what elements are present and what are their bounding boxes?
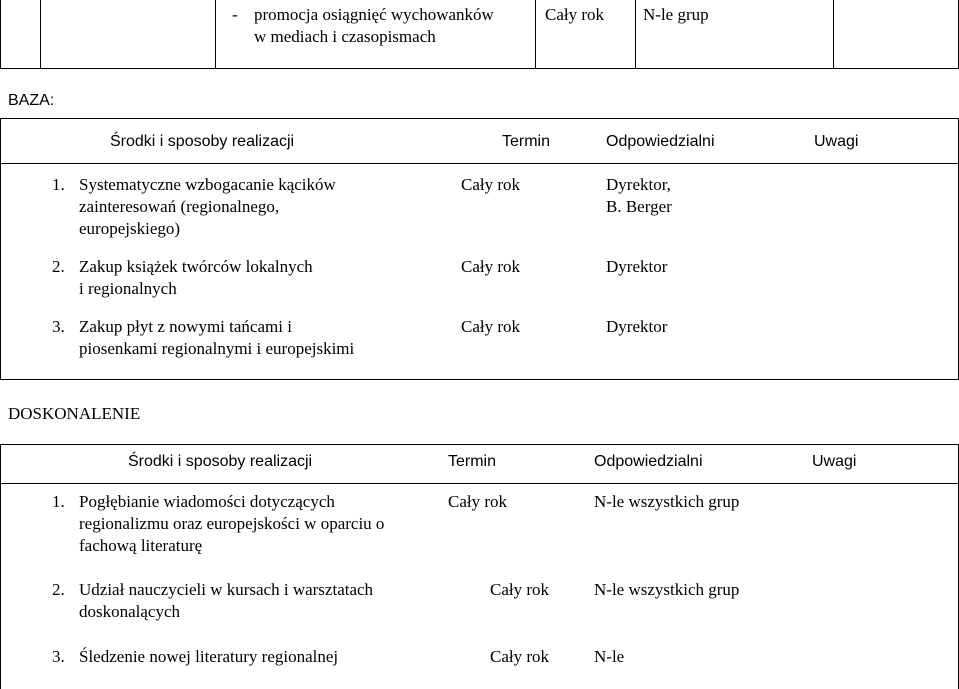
baza-header-odpowiedzialni: Odpowiedzialni <box>606 133 715 150</box>
row-number: 2. <box>52 257 65 276</box>
row-text-line: europejskiego) <box>79 219 181 238</box>
row-odpowiedzialni: N-le wszystkich grup <box>594 492 740 511</box>
row-termin: Cały rok <box>490 647 550 666</box>
top-row-termin: Cały rok <box>545 5 605 24</box>
top-row-odp: N-le grup <box>643 5 709 24</box>
row-odpowiedzialni: Dyrektor <box>606 257 668 276</box>
doskonalenie-header-srodki: Środki i sposoby realizacji <box>128 453 313 470</box>
row-text-line: regionalizmu oraz europejskości w oparciu o <box>79 514 385 533</box>
row-text-line: Śledzenie nowej literatury regionalnej <box>79 647 339 666</box>
row-text-line: Systematyczne wzbogacanie kącików <box>79 175 336 194</box>
row-text-line: doskonalących <box>79 602 181 621</box>
row-odpowiedzialni: Dyrektor, <box>606 175 671 194</box>
top-row-text-line2: w mediach i czasopismach <box>254 27 436 46</box>
row-text-line: piosenkami regionalnymi i europejskimi <box>79 339 355 358</box>
row-termin: Cały rok <box>461 317 521 336</box>
top-row-dash: - <box>232 5 238 24</box>
baza-header-termin: Termin <box>502 133 551 150</box>
row-text-line: Zakup książek twórców lokalnych <box>79 257 313 276</box>
row-odpowiedzialni: N-le <box>594 647 625 666</box>
baza-header-uwagi: Uwagi <box>814 133 859 150</box>
row-odpowiedzialni: N-le wszystkich grup <box>594 580 740 599</box>
row-termin: Cały rok <box>448 492 508 511</box>
row-number: 3. <box>52 317 65 336</box>
row-number: 1. <box>52 492 65 511</box>
row-text-line: Pogłębianie wiadomości dotyczących <box>79 492 335 511</box>
row-number: 2. <box>52 580 65 599</box>
row-text-line: i regionalnych <box>79 279 177 298</box>
row-termin: Cały rok <box>490 580 550 599</box>
doskonalenie-title: DOSKONALENIE <box>8 404 141 423</box>
row-text-line: fachową literaturę <box>79 536 203 555</box>
row-termin: Cały rok <box>461 257 521 276</box>
baza-header-srodki: Środki i sposoby realizacji <box>110 133 295 150</box>
row-termin: Cały rok <box>461 175 521 194</box>
row-odpowiedzialni: B. Berger <box>606 197 672 216</box>
doskonalenie-header-termin: Termin <box>448 453 497 470</box>
row-text-line: zainteresowań (regionalnego, <box>79 197 280 216</box>
top-row-text-line1: promocja osiągnięć wychowanków <box>254 5 494 24</box>
row-odpowiedzialni: Dyrektor <box>606 317 668 336</box>
baza-title: BAZA: <box>8 92 55 109</box>
doskonalenie-header-uwagi: Uwagi <box>812 453 857 470</box>
row-number: 1. <box>52 175 65 194</box>
row-number: 3. <box>52 647 65 666</box>
doskonalenie-header-odpowiedzialni: Odpowiedzialni <box>594 453 703 470</box>
row-text-line: Zakup płyt z nowymi tańcami i <box>79 317 292 336</box>
row-text-line: Udział nauczycieli w kursach i warsztatach <box>79 580 374 599</box>
